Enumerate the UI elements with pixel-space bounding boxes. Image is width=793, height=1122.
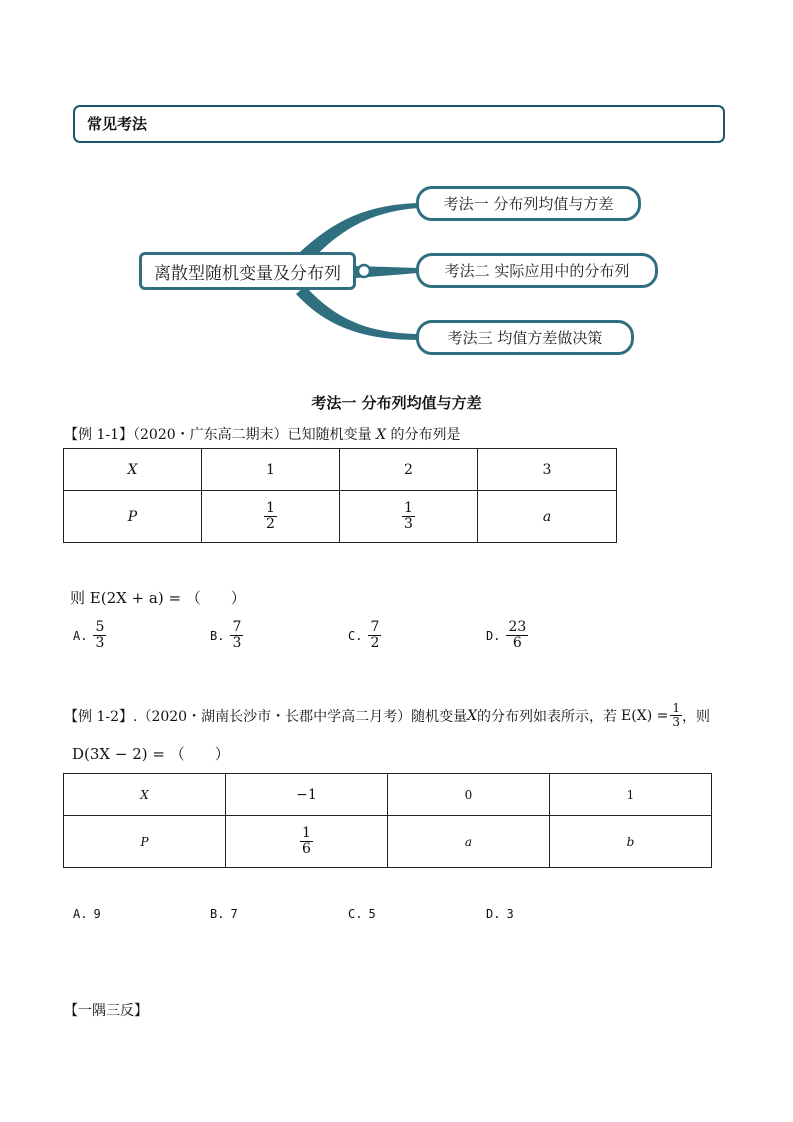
ex2-stem bbox=[64, 702, 710, 729]
ex2-tag: 【例 1-2】 bbox=[64, 708, 133, 725]
ex1-option-a bbox=[73, 620, 106, 652]
ex2-text: .（2020・湖南长沙市・长郡中学高二月考）随机变量 bbox=[133, 708, 468, 725]
ex1-option-c bbox=[348, 620, 381, 652]
ex2-p1-den: 6 bbox=[302, 841, 311, 857]
ex2-cond-den: 3 bbox=[672, 715, 680, 730]
mindmap-branch-1-label: 考法一 分布列均值与方差 bbox=[443, 195, 614, 213]
ex1-option-d-num: 23 bbox=[508, 619, 527, 635]
ex2-table-row-x bbox=[64, 774, 712, 816]
ex1-cell-p1 bbox=[202, 491, 340, 543]
ex1-tag: 【例 1-1】 bbox=[64, 427, 133, 443]
ex1-p2-fraction bbox=[402, 501, 415, 533]
ex1-option-d-letter: D. bbox=[486, 628, 501, 643]
ex1-option-c-den: 2 bbox=[370, 635, 380, 652]
ex1-option-b-den: 3 bbox=[232, 635, 242, 652]
ex2-text2: 的分布列如表所示，若 bbox=[477, 708, 618, 725]
ex1-cell-x3: 3 bbox=[478, 449, 617, 491]
ex2-cell-p-label: P bbox=[64, 816, 226, 868]
mindmap-connectors bbox=[0, 0, 793, 400]
header-title: 常见考法 bbox=[87, 115, 148, 133]
ex1-option-a-letter: A. bbox=[73, 628, 88, 643]
ex1-option-d-den: 6 bbox=[512, 635, 522, 652]
ex1-text2: 的分布列是 bbox=[390, 427, 461, 443]
ex2-var: X bbox=[467, 707, 478, 724]
ex2-option-d bbox=[486, 907, 520, 921]
ex1-option-d-fraction bbox=[506, 620, 528, 652]
mindmap-branch-3 bbox=[416, 320, 634, 355]
ex1-p1-num: 1 bbox=[266, 499, 275, 516]
section-title: 考法一 分布列均值与方差 bbox=[311, 394, 482, 412]
ex1-var: X bbox=[376, 427, 387, 443]
mindmap-center-node bbox=[139, 252, 356, 290]
ex2-cell-x1: −1 bbox=[226, 774, 388, 816]
ex1-p1-fraction bbox=[264, 501, 277, 533]
ex1-option-a-num: 5 bbox=[95, 619, 105, 635]
ex1-option-a-den: 3 bbox=[95, 635, 105, 652]
ex1-option-c-fraction bbox=[368, 620, 381, 652]
ex1-option-b-num: 7 bbox=[232, 619, 242, 635]
ex2-cond: E(X) = bbox=[621, 707, 669, 724]
ex2-p1-num: 1 bbox=[302, 824, 311, 841]
ex1-p1-den: 2 bbox=[266, 516, 275, 532]
ex1-distribution-table bbox=[63, 448, 617, 543]
ex2-option-b-value: 7 bbox=[230, 907, 238, 921]
ex2-question: D(3X − 2) = （ ） bbox=[72, 745, 230, 763]
ex2-option-b bbox=[210, 907, 244, 921]
ex1-stem bbox=[64, 424, 461, 444]
ex1-table-row-x bbox=[64, 449, 617, 491]
mindmap-center-label: 离散型随机变量及分布列 bbox=[154, 263, 341, 284]
ex1-cell-x1: 1 bbox=[202, 449, 340, 491]
ex2-option-a-value: 9 bbox=[93, 907, 101, 921]
ex1-text: （2020・广东高二期末）已知随机变量 bbox=[133, 427, 372, 443]
ex2-table-row-p bbox=[64, 816, 712, 868]
ex2-cell-p3: b bbox=[550, 816, 712, 868]
ex1-cell-p2 bbox=[340, 491, 478, 543]
ex1-option-a-fraction bbox=[93, 620, 106, 652]
ex1-table-row-p bbox=[64, 491, 617, 543]
ex1-option-d bbox=[486, 620, 528, 652]
ex1-option-b bbox=[210, 620, 243, 652]
mindmap-branch-2-label: 考法二 实际应用中的分布列 bbox=[444, 262, 630, 280]
ex2-cond-fraction bbox=[670, 702, 682, 729]
ex1-cell-x-label: X bbox=[64, 449, 202, 491]
mindmap-branch-1 bbox=[416, 186, 641, 221]
ex1-option-b-letter: B. bbox=[210, 628, 225, 643]
mindmap-branch-2 bbox=[416, 253, 658, 288]
ex2-text3: ，则 bbox=[681, 708, 710, 725]
ex1-cell-p3: a bbox=[478, 491, 617, 543]
ex1-option-c-num: 7 bbox=[370, 619, 380, 635]
ex2-option-a-letter: A. bbox=[73, 907, 88, 921]
ex1-cell-x2: 2 bbox=[340, 449, 478, 491]
ex2-p1-fraction bbox=[300, 826, 313, 858]
ex2-option-c-letter: C. bbox=[348, 907, 363, 921]
mindmap-branch-3-label: 考法三 均值方差做决策 bbox=[447, 329, 603, 347]
ex2-option-c bbox=[348, 907, 382, 921]
ex2-cond-num: 1 bbox=[672, 701, 680, 715]
ex2-cell-p1 bbox=[226, 816, 388, 868]
ex2-cell-p2: a bbox=[388, 816, 550, 868]
ex1-option-b-fraction bbox=[230, 620, 243, 652]
ex2-cell-x-label: X bbox=[64, 774, 226, 816]
ex1-cell-p-label: P bbox=[64, 491, 202, 543]
ex2-distribution-table bbox=[63, 773, 712, 868]
ex2-option-d-value: 3 bbox=[506, 907, 514, 921]
ex1-p2-num: 1 bbox=[404, 499, 413, 516]
ex2-cell-x3: 1 bbox=[550, 774, 712, 816]
ex1-option-c-letter: C. bbox=[348, 628, 363, 643]
ex2-option-c-value: 5 bbox=[368, 907, 376, 921]
practice-label: 【一隅三反】 bbox=[64, 1003, 148, 1019]
ex2-cell-x2: 0 bbox=[388, 774, 550, 816]
ex1-p2-den: 3 bbox=[404, 516, 413, 532]
ex2-option-d-letter: D. bbox=[486, 907, 501, 921]
ex1-question: 则 E(2X + a) = （ ） bbox=[70, 589, 246, 607]
ex2-option-b-letter: B. bbox=[210, 907, 225, 921]
ex2-option-a bbox=[73, 907, 107, 921]
